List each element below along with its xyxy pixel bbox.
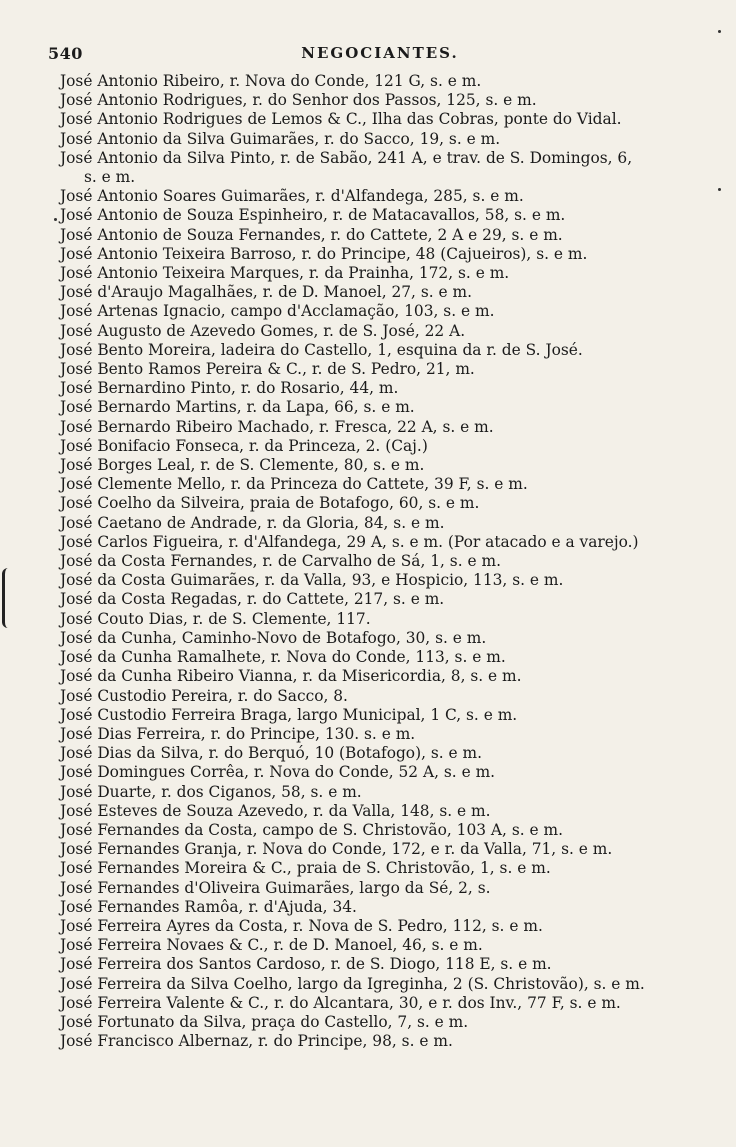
list-item: José Bonifacio Fonseca, r. da Princeza, 2. (Caj.) [60,436,428,455]
page-header [40,44,720,68]
list-item: José Duarte, r. dos Ciganos, 58, s. e m. [60,782,362,801]
list-item: José Antonio da Silva Guimarães, r. do Sacco, 19, s. e m. [60,129,501,148]
list-item: José Fernandes Moreira & C., praia de S. Christovão, 1, s. e m. [60,859,551,878]
list-item: José da Costa Regadas, r. do Cattete, 217, s. e m. [60,590,445,609]
list-item: José Ferreira Novaes & C., r. de D. Manoel, 46, s. e m. [60,936,483,955]
list-item: José Bernardo Ribeiro Machado, r. Fresca, 22 A, s. e m. [60,417,494,436]
list-item: José Fernandes d'Oliveira Guimarães, largo da Sé, 2, s. [60,878,491,897]
list-item: José Couto Dias, r. de S. Clemente, 117. [60,609,371,628]
list-item: José Fernandes da Costa, campo de S. Christovão, 103 A, s. e m. [60,820,563,839]
page-number: 540 [48,44,83,63]
list-item: José Dias da Silva, r. do Berquó, 10 (Botafogo), s. e m. [60,744,483,763]
list-item: José Bernardo Martins, r. da Lapa, 66, s. e m. [60,398,415,417]
list-item: José Domingues Corrêa, r. Nova do Conde, 52 A, s. e m. [60,763,496,782]
list-item: José Bento Ramos Pereira & C., r. de S. Pedro, 21, m. [60,360,475,379]
list-item: José Ferreira da Silva Coelho, largo da Igreginha, 2 (S. Christovão), s. e m. [60,974,645,993]
list-item: José Custodio Ferreira Braga, largo Municipal, 1 C, s. e m. [60,705,518,724]
list-item: José da Cunha Ramalhete, r. Nova do Conde, 113, s. e m. [60,648,506,667]
list-item: José Francisco Albernaz, r. do Principe, 98, s. e m. [60,1032,453,1051]
list-item: José Custodio Pereira, r. do Sacco, 8. [60,686,348,705]
binding-bracket-mark [2,568,13,628]
list-item: José Bento Moreira, ladeira do Castello, 1, esquina da r. de S. José. [60,340,583,359]
list-item: José Antonio Rodrigues de Lemos & C., Ilha das Cobras, ponte do Vidal. [60,110,622,129]
list-item: José Fernandes Granja, r. Nova do Conde, 172, e r. da Valla, 71, s. e m. [60,840,613,859]
list-item: José Antonio de Souza Fernandes, r. do Cattete, 2 A e 29, s. e m. [60,225,563,244]
merchant-list [60,72,720,1051]
list-item: José Ferreira dos Santos Cardoso, r. de S. Diogo, 118 E, s. e m. [60,955,552,974]
speck-mark [718,30,721,33]
list-item: José d'Araujo Magalhães, r. de D. Manoel, 27, s. e m. [60,283,473,302]
list-item: José Dias Ferreira, r. do Principe, 130. s. e m. [60,724,416,743]
list-item: José Borges Leal, r. de S. Clemente, 80, s. e m. [60,456,425,475]
list-item: José da Costa Fernandes, r. de Carvalho de Sá, 1, s. e m. [60,552,501,571]
list-item: José Bernardino Pinto, r. do Rosario, 44, m. [60,379,399,398]
list-item: José da Cunha Ribeiro Vianna, r. da Misericordia, 8, s. e m. [60,667,522,686]
list-item: José Fortunato da Silva, praça do Castello, 7, s. e m. [60,1012,469,1031]
speck-mark [54,218,57,221]
list-item-continuation: s. e m. [84,168,136,187]
list-item: José da Cunha, Caminho-Novo de Botafogo, 30, s. e m. [60,628,487,647]
list-item: José da Costa Guimarães, r. da Valla, 93, e Hospicio, 113, s. e m. [60,571,564,590]
list-item: José Antonio Soares Guimarães, r. d'Alfandega, 285, s. e m. [60,187,524,206]
list-item: José Antonio de Souza Espinheiro, r. de Matacavallos, 58, s. e m. [60,206,566,225]
list-item: José Carlos Figueira, r. d'Alfandega, 29 A, s. e m. (Por atacado e a varejo.) [60,532,639,551]
list-item: José Ferreira Ayres da Costa, r. Nova de S. Pedro, 112, s. e m. [60,916,543,935]
list-item: José Augusto de Azevedo Gomes, r. de S. José, 22 A. [60,321,466,340]
list-item: José Ferreira Valente & C., r. do Alcantara, 30, e r. dos Inv., 77 F, s. e m. [60,993,621,1012]
list-item: José Clemente Mello, r. da Princeza do Cattete, 39 F, s. e m. [60,475,528,494]
list-item: José Fernandes Ramôa, r. d'Ajuda, 34. [60,897,357,916]
list-item: José Artenas Ignacio, campo d'Acclamação, 103, s. e m. [60,302,495,321]
list-item: José Antonio da Silva Pinto, r. de Sabão, 241 A, e trav. de S. Domingos, 6, [60,148,633,167]
list-item: José Caetano de Andrade, r. da Gloria, 84, s. e m. [60,513,445,532]
list-item: José Antonio Teixeira Marques, r. da Prainha, 172, s. e m. [60,264,510,283]
list-item: José Antonio Rodrigues, r. do Senhor dos Passos, 125, s. e m. [60,91,537,110]
running-head-title: NEGOCIANTES. [301,44,459,62]
list-item: José Antonio Ribeiro, r. Nova do Conde, 121 G, s. e m. [60,72,482,90]
list-item: José Esteves de Souza Azevedo, r. da Valla, 148, s. e m. [60,801,491,820]
list-item: José Antonio Teixeira Barroso, r. do Principe, 48 (Cajueiros), s. e m. [60,244,588,263]
list-item: José Coelho da Silveira, praia de Botafogo, 60, s. e m. [60,494,480,513]
